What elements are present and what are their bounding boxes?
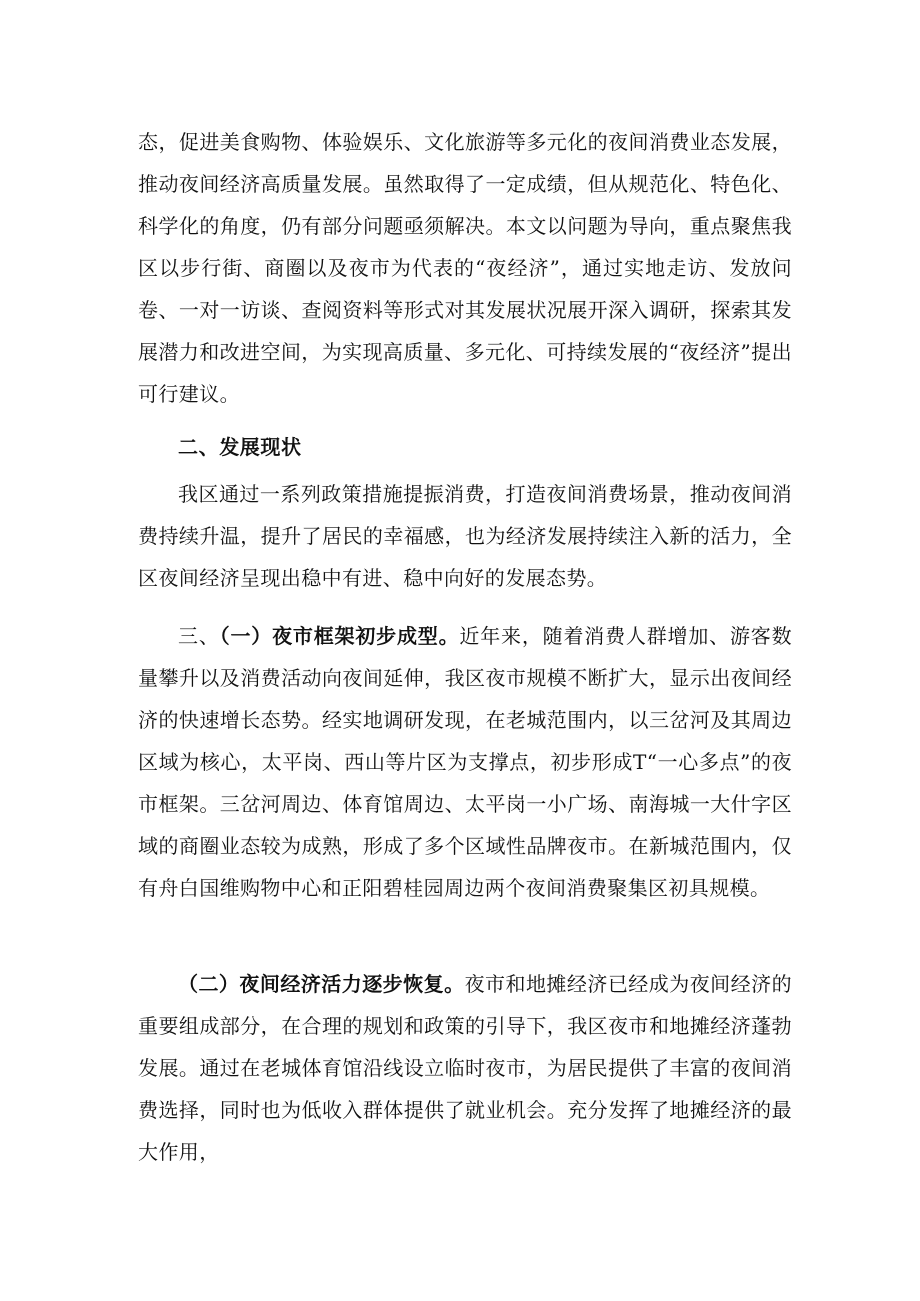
item-one-lead: （一）夜市框架初步成型。 bbox=[219, 624, 460, 648]
item-two-lead: （二）夜间经济活力逐步恢复。 bbox=[178, 972, 465, 996]
paragraph-night-economy-recovery bbox=[138, 963, 792, 1173]
item-one-prefix: 三、 bbox=[178, 624, 220, 648]
paragraph-night-market-framework bbox=[138, 615, 792, 909]
paragraph-development-status: 我区通过一系列政策措施提振消费，打造夜间消费场景，推动夜间消费持续升温，提升了居民的幸福感，也为经济发展持续注入新的活力，全区夜间经济呈现出稳中有进、稳中向好的发展态势。 bbox=[138, 482, 792, 590]
section-heading-development-status: 二、发展现状 bbox=[178, 435, 302, 459]
item-one-body: 近年来，随着消费人群增加、游客数量攀升以及消费活动向夜间延伸，我区夜市规模不断扩大，显示出夜间经济的快速增长态势。经实地调研发现，在老城范围内，以三岔河及其周边区域为核心，太平岗、西山等片区为支撑点，初步形成T“一心多点”的夜市框架。三岔河周边、体育馆周边、太平岗一小广场、南海城一大什字区域的商圈业态较为成熟，形成了多个区域性品牌夜市。在新城范围内，仅有舟白国维购物中心和正阳碧桂园周边两个夜间消费聚集区初具规模。 bbox=[138, 624, 792, 900]
paragraph-intro: 态，促进美食购物、体验娱乐、文化旅游等多元化的夜间消费业态发展，推动夜间经济高质量发展。虽然取得了一定成绩，但从规范化、特色化、科学化的角度，仍有部分问题亟须解决。本文以问题为导向，重点聚焦我区以步行街、商圈以及夜市为代表的“夜经济”，通过实地走访、发放问卷、一对一访谈、查阅资料等形式对其发展状况展开深入调研，探索其发展潜力和改进空间，为实现高质量、多元化、可持续发展的“夜经济”提出可行建议。 bbox=[138, 130, 792, 406]
item-two-body: 夜市和地摊经济已经成为夜间经济的重要组成部分，在合理的规划和政策的引导下，我区夜市和地摊经济蓬勃发展。通过在老城体育馆沿线设立临时夜市，为居民提供了丰富的夜间消费选择，同时也为低收入群体提供了就业机会。充分发挥了地摊经济的最大作用， bbox=[138, 972, 792, 1164]
